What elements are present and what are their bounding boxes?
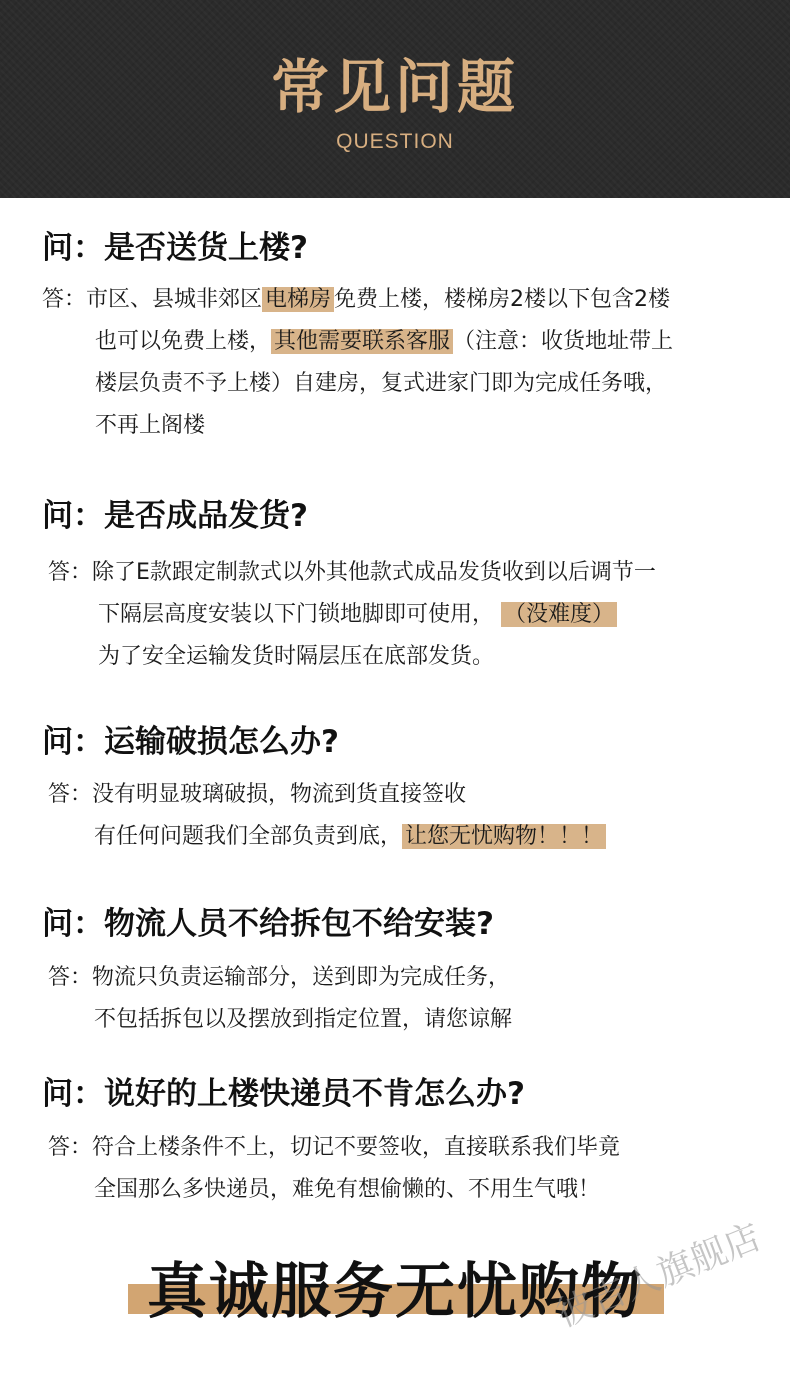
answer-text: 不再上阁楼 <box>95 413 206 438</box>
answer-text: 有任何问题我们全部负责到底， <box>94 824 403 849</box>
faq-question: 问：是否成品发货? <box>42 498 308 534</box>
answer-text: （注意：收货地址带上 <box>453 329 674 354</box>
page-subtitle: QUESTION <box>336 130 454 153</box>
store-watermark: 彼吉人旗舰店 <box>550 1216 767 1336</box>
faq-answer-line <box>42 282 670 313</box>
faq-answer-line <box>95 408 205 439</box>
faq-question: 问：运输破损怎么办? <box>42 724 339 760</box>
answer-text: 答：物流只负责运输部分，送到即为完成任务， <box>48 965 511 990</box>
answer-text: 为了安全运输发货时隔层压在底部发货。 <box>98 644 495 669</box>
faq-answer-line <box>95 324 673 355</box>
page-title: 常见问题 <box>270 53 519 121</box>
faq-answer-line <box>48 1130 620 1161</box>
faq-question: 问：是否送货上楼? <box>42 230 308 266</box>
footer-slogan: 真诚服务无忧购物 <box>147 1257 643 1327</box>
faq-answer-line <box>48 960 510 991</box>
faq-answer-line <box>94 1002 512 1033</box>
faq-question: 问：物流人员不给拆包不给安装? <box>42 906 494 942</box>
answer-text: 全国那么多快递员，难免有想偷懒的、不用生气哦！ <box>94 1177 601 1202</box>
answer-text: 答：市区、县城非郊区 <box>42 287 263 312</box>
answer-text: 答：没有明显玻璃破损，物流到货直接签收 <box>48 782 467 807</box>
answer-text: 下隔层高度安装以下门锁地脚即可使用， <box>98 602 501 627</box>
answer-text: 楼层负责不予上楼）自建房，复式进家门即为完成任务哦， <box>95 371 668 396</box>
answer-text: 免费上楼，楼梯房2楼以下包含2楼 <box>334 287 671 312</box>
faq-answer-line <box>48 555 656 586</box>
faq-answer-line <box>48 777 466 808</box>
faq-answer-line <box>98 597 617 628</box>
answer-highlight: （没难度） <box>501 602 617 627</box>
answer-highlight: 电梯房 <box>262 287 334 312</box>
answer-highlight: 其他需要联系客服 <box>271 329 453 354</box>
answer-text: 不包括拆包以及摆放到指定位置，请您谅解 <box>94 1007 513 1032</box>
faq-answer-line <box>95 366 667 397</box>
faq-answer-line <box>98 639 494 670</box>
faq-answer-line <box>94 1172 600 1203</box>
answer-text: 也可以免费上楼， <box>95 329 272 354</box>
answer-text: 答：符合上楼条件不上，切记不要签收，直接联系我们毕竟 <box>48 1135 621 1160</box>
answer-text: 答：除了E款跟定制款式以外其他款式成品发货收到以后调节一 <box>48 560 656 585</box>
header-banner <box>0 0 790 198</box>
answer-highlight: 让您无忧购物！！！ <box>402 824 606 849</box>
faq-question: 问：说好的上楼快递员不肯怎么办? <box>42 1076 525 1112</box>
faq-answer-line <box>94 819 606 850</box>
